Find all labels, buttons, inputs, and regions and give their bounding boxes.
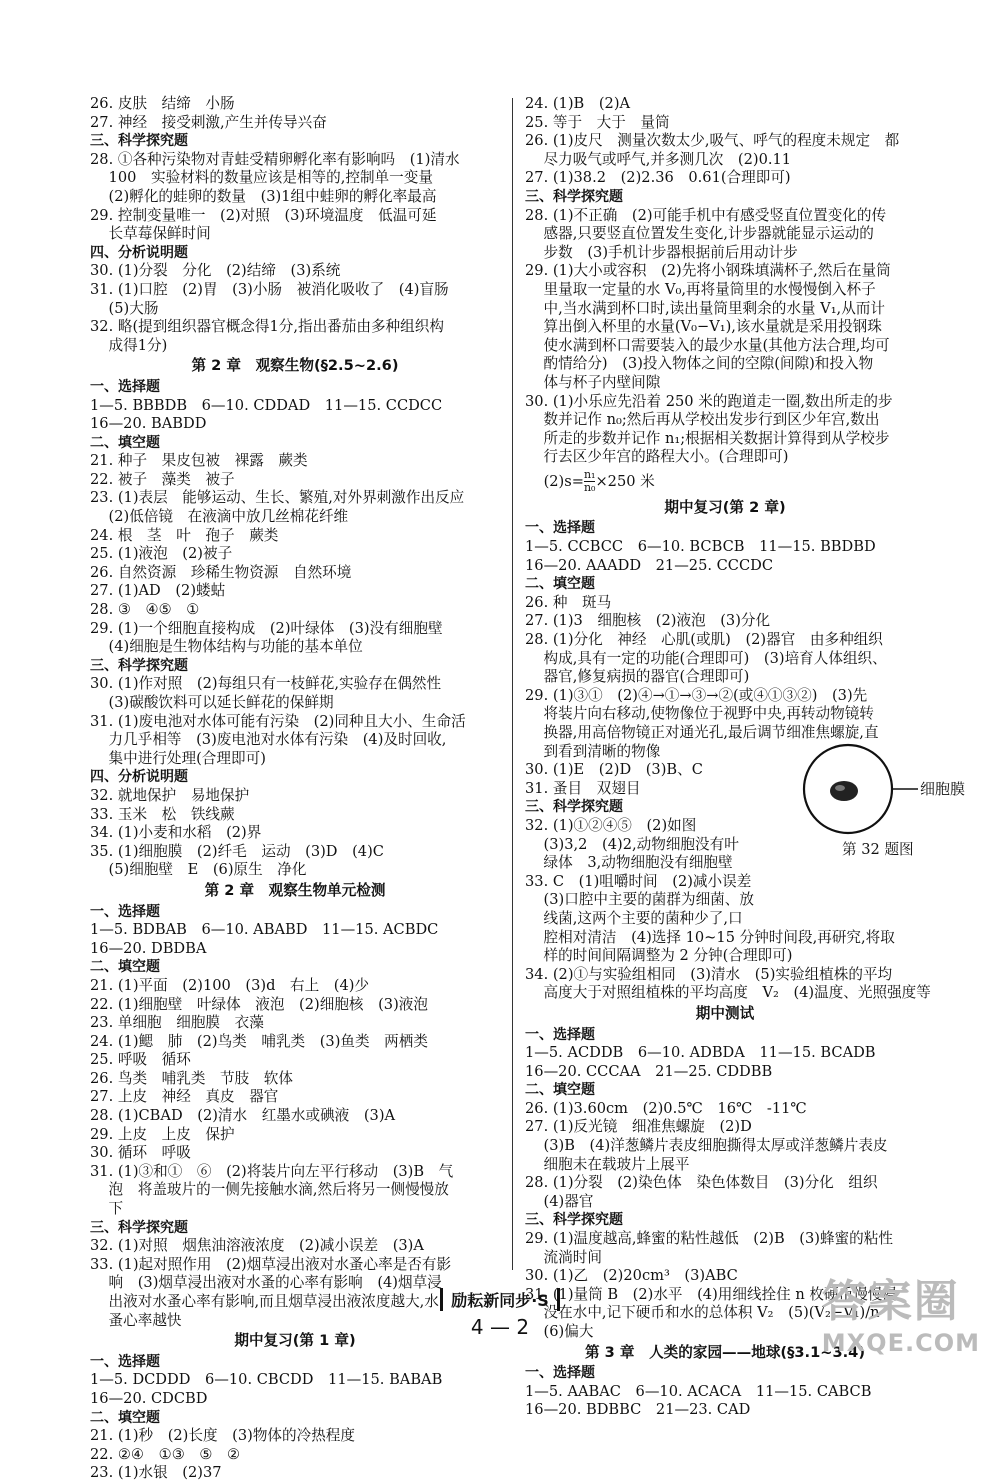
answer-line: 长草莓保鲜时间 [90, 225, 211, 243]
answer-line: 使水满到杯口需要装入的最少水量(其他方法合理,均可 [525, 336, 890, 354]
answer-line: 16—20. CDCBD [90, 1389, 208, 1407]
answer-line: 数并记作 n₀;然后再从学校出发步行到区少年宫,数出 [525, 411, 880, 429]
chapter-heading: 期中复习(第 1 章) [234, 1332, 356, 1350]
answer-line: 31. (1)③和① ⑥ (2)将装片向左平行移动 (3)B 气 [90, 1162, 454, 1180]
section-title: 二、填空题 [90, 434, 160, 451]
answer-line: 33. C (1)咀嚼时间 (2)减小误差 [525, 872, 752, 890]
section-title: 三、科学探究题 [90, 133, 188, 150]
section-title: 三、科学探究题 [525, 188, 623, 205]
answer-line: 29. 上皮 上皮 保护 [90, 1125, 235, 1143]
answer-line: 高度大于对照组植株的平均高度 V₂ (4)温度、光照强度等 [525, 984, 931, 1002]
answer-line: 29. (1)大小或容积 (2)先将小钢珠填满杯子,然后在量筒 [525, 262, 891, 280]
answer-line: 34. (2)①与实验组相同 (3)清水 (5)实验组植株的平均 [525, 965, 893, 983]
section-title: 四、分析说明题 [90, 769, 188, 786]
answer-line: 26. (1)皮尺 测量次数太少,吸气、呼气的程度未规定 都 [525, 132, 900, 150]
answer-line: 23. 单细胞 细胞膜 衣藻 [90, 1014, 264, 1032]
answer-line: 28. (1)不正确 (2)可能手机中有感受竖直位置变化的传 [525, 206, 887, 224]
answer-line: 33. 玉米 松 铁线蕨 [90, 805, 235, 823]
answer-line: 下 [90, 1200, 124, 1218]
answer-line: 27. 上皮 神经 真皮 器官 [90, 1088, 279, 1106]
answer-line: 27. (1)3 细胞核 (2)液泡 (3)分化 [525, 612, 771, 630]
answer-line: 中,当水满到杯口时,读出量筒里剩余的水量 V₁,从而计 [525, 299, 885, 317]
answer-line: (2)低倍镜 在液滴中放几丝棉花纤维 [90, 508, 349, 526]
chapter-heading: 期中复习(第 2 章) [664, 498, 786, 516]
answer-line: 25. 等于 大于 量筒 [525, 113, 670, 131]
answer-line: 27. 神经 接受刺激,产生并传导兴奋 [90, 113, 327, 131]
section-title: 一、选择题 [90, 1353, 160, 1370]
answer-line: 里量取一定量的水 V₀,再将量筒里的水慢慢倒入杯子 [525, 280, 876, 298]
answer-line: 换器,用高倍物镜正对通光孔,最后调节细准焦螺旋,直 [525, 724, 879, 741]
answer-line: 成得1分) [90, 336, 168, 354]
answer-line: 26. 种 斑马 [525, 593, 612, 611]
chapter-heading: 第 2 章 观察生物单元检测 [204, 881, 386, 899]
section-title: 二、填空题 [525, 576, 595, 593]
left-column [90, 95, 500, 1483]
answer-line: 尽力吸气或呼气,并多测几次 (2)0.11 [525, 150, 792, 168]
answer-line: 31. (1)废电池对水体可能有污染 (2)同种且大小、生命活 [90, 712, 466, 730]
chapter-heading: 期中测试 [695, 1004, 755, 1022]
answer-line: 28. (1)分化 神经 心肌(或肌) (2)器官 由多种组织 [525, 631, 883, 649]
answer-line: 23. (1)水银 (2)37 [90, 1464, 222, 1482]
answer-line: 27. (1)AD (2)蝼蛄 [90, 582, 226, 600]
answer-line: 29. (1)一个细胞直接构成 (2)叶绿体 (3)没有细胞壁 [90, 619, 443, 637]
answer-line: 器官,修复病损的器官(合理即可) [525, 668, 750, 686]
answer-line: 23. (1)表层 能够运动、生长、繁殖,对外界刺激作出反应 [90, 489, 465, 507]
answer-line: 出液对水蚤心率有影响,而且烟草浸出液浓度越大,水 [90, 1293, 439, 1310]
answer-line: (2)孵化的蛙卵的数量 (3)1组中蛙卵的孵化率最高 [90, 187, 437, 205]
section-title: 三、科学探究题 [525, 1212, 623, 1229]
answer-line: (5)细胞壁 E (6)原生 净化 [90, 861, 307, 879]
answer-line: 流淌时间 [525, 1248, 602, 1266]
section-title: 二、填空题 [90, 959, 160, 976]
answer-line: 行去区少年宫的路程大小。(合理即可) [525, 448, 789, 466]
answer-line: 到看到清晰的物像 [525, 742, 661, 760]
answer-line: 27. (1)反光镜 细准焦螺旋 (2)D [525, 1118, 752, 1136]
formula-suffix: ×250 米 [595, 472, 655, 490]
answer-line: 21. (1)平面 (2)100 (3)d 右上 (4)少 [90, 976, 370, 994]
cell-nucleus-highlight [835, 785, 845, 791]
answer-line: 16—20. CCCAA 21—25. CDDBB [525, 1062, 773, 1080]
formula-numerator: n₁ [583, 468, 596, 482]
answer-line: 22. 被子 藻类 被子 [90, 470, 235, 488]
answer-line: 细胞未在载玻片上展平 [525, 1155, 690, 1173]
answer-line: 蚤心率越快 [90, 1311, 182, 1329]
column-divider [512, 98, 513, 1270]
section-title: 一、选择题 [90, 903, 160, 920]
cell-nucleus [830, 781, 858, 801]
answer-line: 1—5. CCBCC 6—10. BCBCB 11—15. BBDBD [525, 538, 876, 556]
watermark [822, 1265, 980, 1357]
answer-line: 21. 种子 果皮包被 裸露 蕨类 [90, 452, 308, 470]
answer-line: 21. (1)秒 (2)长度 (3)物体的冷热程度 [90, 1427, 355, 1445]
answer-line: 33. (1)起对照作用 (2)烟草浸出液对水蚤心率是否有影 [90, 1255, 452, 1273]
answer-line: 35. (1)细胞膜 (2)纤毛 运动 (3)D (4)C [90, 842, 384, 860]
answer-line: 酌情给分) (3)投入物体之间的空隙(间隙)和投入物 [525, 355, 874, 373]
page-number: 4 — 2 [470, 1315, 530, 1339]
answer-line: 1—5. BDBAB 6—10. ABABD 11—15. ACBDC [90, 921, 439, 939]
answer-line: 将装片向右移动,使物像位于视野中央,再转动物镜转 [525, 705, 874, 723]
section-title: 一、选择题 [90, 378, 160, 395]
answer-line: 31. (1)口腔 (2)胃 (3)小肠 被消化吸收了 (4)盲肠 [90, 280, 449, 298]
chapter-heading: 第 3 章 人类的家园——地球(§3.1~3.4) [584, 1343, 865, 1361]
answer-line: 16—20. BDBBC 21—23. CAD [525, 1401, 751, 1419]
answer-line: 24. (1)鳃 肺 (2)鸟类 哺乳类 (3)鱼类 两栖类 [90, 1032, 428, 1050]
answer-line: 集中进行处理(合理即可) [90, 749, 266, 767]
answer-line: (4)细胞是生物体结构与功能的基本单位 [90, 638, 363, 656]
answer-line: 22. ②④ ①③ ⑤ ② [90, 1445, 241, 1463]
answer-line: 26. 鸟类 哺乳类 节肢 软体 [90, 1069, 293, 1087]
answer-line: 1—5. ACDDB 6—10. ADBDA 11—15. BCADB [525, 1044, 876, 1062]
answer-line: 30. (1)作对照 (2)每组只有一枝鲜花,实验存在偶然性 [90, 675, 442, 693]
cell-diagram [800, 742, 1000, 837]
answer-line: 构成,具有一定的功能(合理即可) (3)培育人体组织、 [525, 649, 887, 667]
answer-line: 25. (1)液泡 (2)被子 [90, 545, 233, 563]
answer-line: 30. (1)小乐应先沿着 250 米的跑道走一圈,数出所走的步 [525, 392, 893, 410]
answer-line: 没在水中,记下硬币和水的总体积 V₂ (5)(V₂−V₁)/n [525, 1304, 880, 1322]
answer-line: 26. (1)3.60cm (2)0.5℃ 16℃ -11℃ [525, 1099, 807, 1117]
answer-line: 26. 自然资源 珍稀生物资源 自然环境 [90, 563, 352, 581]
answer-line: 所走的步数并记作 n₁;根据相关数据计算得到从学校步 [525, 429, 890, 447]
answer-line: 22. (1)细胞壁 叶绿体 液泡 (2)细胞核 (3)液泡 [90, 995, 428, 1013]
answer-line: 线菌,这两个主要的菌种少了,口 [525, 909, 743, 927]
answer-line: 样的时间间隔调整为 2 分钟(合理即可) [525, 947, 793, 965]
chapter-heading: 第 2 章 观察生物(§2.5~2.6) [191, 357, 399, 375]
answer-line: 响 (3)烟草浸出液对水蚤的心率有影响 (4)烟草浸 [90, 1274, 442, 1292]
answer-line: 34. (1)小麦和水稻 (2)界 [90, 824, 262, 842]
answer-line: 泡 将盖玻片的一侧先接触水滴,然后将另一侧慢慢放 [90, 1181, 449, 1199]
section-title: 一、选择题 [525, 1365, 595, 1382]
answer-line: 16—20. BABDD [90, 415, 207, 433]
brand-logo: 励耘新同步·S [440, 1288, 560, 1311]
answer-line: (3)3,2 (4)2,动物细胞没有叶 [525, 835, 739, 853]
answer-line: 31. 蚤目 双翅目 [525, 779, 641, 797]
answer-line: 算出倒入杯里的水量(V₀−V₁),该水量就是采用投钢珠 [525, 318, 882, 336]
answer-line: 绿体 3,动物细胞没有细胞壁 [525, 854, 733, 872]
answer-line: 31. (1)量筒 B (2)水平 (4)用细线拴住 n 枚硬币慢慢浸 [525, 1285, 897, 1303]
answer-line: 28. ③ ④⑤ ① [90, 601, 200, 619]
answer-line: 32. (1)①②④⑤ (2)如图 [525, 816, 697, 834]
section-title: 一、选择题 [525, 1026, 595, 1043]
answer-line: 30. 循环 呼吸 [90, 1144, 191, 1162]
answer-line: (4)器官 [525, 1192, 594, 1210]
answer-line: 16—20. DBDBA [90, 939, 207, 957]
figure-label: 细胞膜 [920, 780, 966, 798]
watermark-title: 答案圈 [821, 1276, 960, 1327]
section-title: 二、填空题 [525, 1082, 595, 1099]
answer-line: 1—5. DCDDD 6—10. CBCDD 11—15. BABAB [90, 1371, 443, 1389]
answer-line: 30. (1)E (2)D (3)B、C [525, 761, 703, 779]
answer-line: 26. 皮肤 结缔 小肠 [90, 95, 235, 112]
answer-line: 1—5. AABAC 6—10. ACACA 11—15. CABCB [525, 1382, 872, 1400]
answer-line: 感器,只要竖直位置发生变化,计步器就能显示运动的 [525, 225, 874, 243]
answer-line: 体与杯子内壁间隙 [525, 373, 661, 391]
section-title: 二、填空题 [90, 1409, 160, 1426]
answer-line: 30. (1)分裂 分化 (2)结缔 (3)系统 [90, 262, 341, 280]
answer-line: 32. 略(提到组织器官概念得1分,指出番茄由多种组织构 [90, 318, 444, 336]
answer-line: 100 实验材料的数量应该是相等的,控制单一变量 [90, 169, 433, 187]
answer-line: 25. 呼吸 循环 [90, 1051, 191, 1069]
answer-line: 28. (1)分裂 (2)染色体 染色体数目 (3)分化 组织 [525, 1174, 878, 1192]
answer-line: 步数 (3)手机计步器根据前后用动计步 [525, 243, 798, 261]
answer-line: 腔相对清洁 (4)选择 10~15 分钟时间段,再研究,将取 [525, 928, 895, 946]
answer-line: (3)碳酸饮料可以延长鲜花的保鲜期 [90, 694, 334, 711]
answer-line: 30. (1)乙 (2)20cm³ (3)ABC [525, 1267, 738, 1285]
distance-formula [525, 467, 925, 497]
section-title: 一、选择题 [525, 520, 595, 537]
answer-line: 29. 控制变量唯一 (2)对照 (3)环境温度 低温可延 [90, 206, 437, 224]
section-title: 三、科学探究题 [525, 799, 623, 816]
answer-line: 28. (1)CBAD (2)清水 红墨水或碘液 (3)A [90, 1107, 396, 1125]
answer-line: (3)口腔中主要的菌群为细菌、放 [525, 891, 754, 909]
figure-caption: 第 32 题图 [842, 841, 914, 858]
section-title: 三、科学探究题 [90, 657, 188, 674]
answer-line: 32. 就地保护 易地保护 [90, 786, 250, 804]
formula-denominator: n₀ [583, 481, 596, 495]
answer-line: 力几乎相等 (3)废电池对水体有污染 (4)及时回收, [90, 731, 447, 749]
watermark-url: MXQE.COM [821, 1329, 980, 1357]
answer-line: (6)偏大 [525, 1323, 594, 1340]
section-title: 三、科学探究题 [90, 1219, 188, 1236]
answer-line: 27. (1)38.2 (2)2.36 0.61(合理即可) [525, 169, 791, 187]
answer-line: 29. (1)③① (2)④→①→③→②(或④①③②) (3)先 [525, 686, 868, 704]
answer-line: (5)大肠 [90, 299, 159, 317]
answer-line: 24. (1)B (2)A [525, 95, 631, 112]
answer-line: 24. 根 茎 叶 孢子 蕨类 [90, 526, 279, 544]
section-title: 四、分析说明题 [90, 244, 188, 261]
answer-line: 28. ①各种污染物对青蛙受精卵孵化率有影响吗 (1)清水 [90, 150, 460, 168]
answer-line: 29. (1)温度越高,蜂蜜的粘性越低 (2)B (3)蜂蜜的粘性 [525, 1230, 893, 1248]
answer-line: 32. (1)对照 烟焦油溶液浓度 (2)减小误差 (3)A [90, 1237, 424, 1255]
answer-line: 1—5. BBBDB 6—10. CDDAD 11—15. CCDCC [90, 396, 443, 414]
answer-line: 16—20. AAADD 21—25. CCCDC [525, 556, 774, 574]
formula-prefix: (2)s= [543, 472, 584, 490]
answer-line: (3)B (4)洋葱鳞片表皮细胞撕得太厚或洋葱鳞片表皮 [525, 1137, 888, 1155]
formula-fraction [584, 469, 596, 494]
